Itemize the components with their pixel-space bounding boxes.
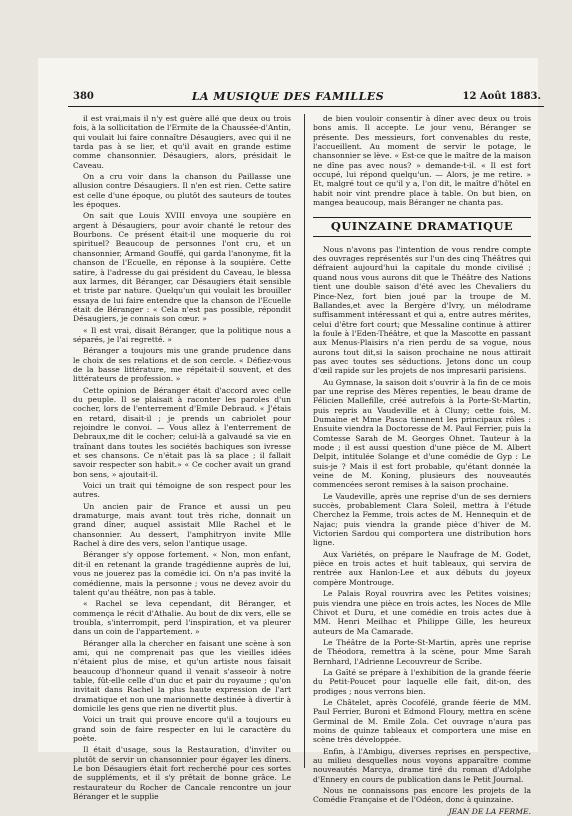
paragraph: La Gaîté se prépare à l'exhibition de la grande féerie du Petit-Poucet pour laquelle elle fait, dit-on, des prodiges ; nous verrons bien. <box>313 667 531 696</box>
right-column <box>313 114 531 816</box>
paragraph: il est vrai,mais il n'y est guère allé que deux ou trois fois, à la sollicitation de l'Ermite de la Chaussée-d'Antin, qui voulait lui faire connaître Désaugiers, avec qui il ne tarda pas à se lier, et qu'il avait en grande estime comme chansonnier. Désaugiers, alors, présidait le Caveau. <box>73 114 291 170</box>
paragraph: « Rachel se leva cependant, dit Béranger, et commença le récit d'Athalie. Au bout de dix vers, elle se troubla, s'interrompit, perd l'inspiration, et va pleurer dans un coin de l'appartement. » <box>73 599 291 637</box>
header-rule <box>68 106 544 107</box>
paragraph: Le Théâtre de la Porte-St-Martin, après une reprise de Théodora, remettra à la scène, pour Mme Sarah Bernhard, l'Adrienne Lecouvreur de Scribe. <box>313 637 531 666</box>
paragraph: Le Châtelet, après Cocofélé, grande féerie de MM. Paul Ferrier, Buroni et Edmond Floury, mettra en scène Germinal de M. Emile Zola. Cet ouvrage n'aura pas moins de quinze tableaux et comportera une mise en scène très développée. <box>313 697 531 745</box>
paragraph: de bien vouloir consentir à dîner avec deux ou trois bons amis. Il accepte. Le jour venu, Béranger se présente. Des messieurs, fort convenables du reste, l'accueillent. Au moment de servir le potage, le chansonnier se lève. « Est-ce que le maître de la maison ne dîne pas avec nous? » demande-t-il. « Il est fort occupé, lui répond quelqu'un. — Alors, je me retire. » Et, malgré tout ce qu'il y a, l'on dit, le maître d'hôtel en habit noir vint prendre place à table. On but bien, on mangea beaucoup, mais Béranger ne chanta pas. <box>313 114 531 208</box>
paragraph: On a cru voir dans la chanson du Paillasse une allusion contre Désaugiers. Il n'en est rien. Cette satire est celle d'une époque, ou plutôt des sauteurs de toutes les époques. <box>73 172 291 210</box>
paragraph: Béranger s'y oppose fortement. « Non, mon enfant, dit-il en retenant la grande tragédienne auprès de lui, vous ne jouerez pas la comédie ici. On n'a pas invité la comédienne, mais la personne ; vous ne devez avoir du talent qu'au théâtre, non pas à table. <box>73 550 291 597</box>
paragraph: Au Gymnase, la saison doit s'ouvrir à la fin de ce mois par une reprise des Mères repenties, le beau drame de Félicien Mallefille, créé autrefois à la Porte-St-Martin, puis repris au Vaudeville et à Cluny; cette fois, M. Dumaine et Mme Pasca tiennent les principaux rôles : Ensuite viendra la Doctoresse de M. Paul Ferrier, puis la Comtesse Sarah de M. Georges Ohnet. Tauteur à la mode ; il est aussi question d'une pièce de M. Albert Delpit, intitulée Solange et d'une comédie de Gyp : Le suis-je ? Mais il est fort probable, qu'étant donnée la veine de M. Koning, plusieurs des nouveautés commencées seront remises à la saison prochaine. <box>313 377 531 490</box>
paragraph: Un ancien pair de France et aussi un peu dramaturge, mais avant tout très riche, donnait un grand dîner, auquel assistait Mlle Rachel et le chansonnier. Au dessert, l'amphitryon invite Mlle Rachel à dire des vers, selon l'antique usage. <box>73 501 291 549</box>
paragraph: Il était d'usage, sous la Restauration, d'inviter ou plutôt de servir un chansonnier pour égayer les dîners. Le bon Désaugiers était fort recherché pour ces sortes de suppléments, et il s'y prêtait de bonne grâce. Le restaurateur du Rocher de Cancale rencontre un jour Béranger et le supplie <box>73 745 291 802</box>
paragraph: « Il est vrai, disait Béranger, que la politique nous a séparés, je l'ai regretté. » <box>73 325 291 344</box>
journal-title: LA MUSIQUE DES FAMILLES <box>191 90 385 103</box>
paragraph: On sait que Louis XVIII envoya une soupière en argent à Désaugiers, pour avoir chanté le retour des Bourbons. Ce présent était-il une moquerie du roi spirituel? Beaucoup de personnes l'ont cru, et un chansonnier, Armand Gouffé, qui garda l'anonyme, fit la chanson de l'Ecuelle, en réponse à la soupière. Cette satire, à l'adresse du gai président du Caveau, le blessa aux larmes, dit Béranger, car Désaugiers était sensible et triste par nature. Quelqu'un qui voulait les brouiller essaya de lui faire entendre que la chanson de l'Ecuelle était de Béranger : « Cela n'est pas possible, répondit Désaugiers, je connais son cœur. » <box>73 211 291 324</box>
paragraph: Cette opinion de Béranger était d'accord avec celle du peuple. Il se plaisait à raconter les paroles d'un cocher, lors de l'enterrement d'Emile Debraud. « J'étais en retard, disait-il ; je prends un cabriolet pour rejoindre le convoi. — Vous allez à l'enterrement de Debraux,me dit le cocher; celui-là a galvaudé sa vie en traînant dans toutes les sociétés bachiques son ivresse et ses chansons. Ce n'était pas là sa place ; il fallait savoir respecter son habit.» « Ce cocher avait un grand bon sens, » ajoutait-il. <box>73 385 291 479</box>
paragraph: Aux Variétés, on prépare le Naufrage de M. Godet, pièce en trois actes et huit tableaux, qui servira de rentrée aux Hanlon-Lee et aux débuts du joyeux compère Montrouge. <box>313 549 531 587</box>
paragraph: Enfin, à l'Ambigu, diverses reprises en perspective, au milieu desquelles nous voyons apparaître comme nouveautés Marcya, drame tiré du roman d'Adolphe d'Ennery en cours de publication dans le Petit Journal. <box>313 746 531 784</box>
paragraph: Nous ne connaissons pas encore les projets de la Comédie Française et de l'Odéon, donc à quinzaine. <box>313 786 531 805</box>
paragraph: Voici un trait qui témoigne de son respect pour les autres. <box>73 481 291 500</box>
page-number: 380 <box>73 91 94 102</box>
left-column <box>73 114 291 803</box>
paragraph: Voici un trait qui prouve encore qu'il a toujours eu grand soin de faire respecter en lui le caractère du poète. <box>73 715 291 743</box>
issue-date: 12 Août 1883. <box>462 91 541 102</box>
paragraph: Nous n'avons pas l'intention de vous rendre compte des ouvrages représentés sur l'un des cinq Théâtres qui défraient aujourd'hui la capitale du monde civilisé ; quand nous vous aurons dit que le Théâtre des Nations tient une double saison d'été avec les Chevaliers du Pince-Nez, fort bien joué par la troupe de M. Ballandes,et avec la Bergère d'Ivry, un mélodrame suffisamment intéressant et qui a, entre autres mérites, celui d'être fort court; que Messaline continue à attirer la foule à l'Eden-Théâtre, et que la Mascotte en passant aux Menus-Plaisirs n'a rien perdu de sa vogue, nous aurons tout dit,si la saison prochaine ne nous attirait pas avec toutes ses séductions. Jetons donc un coup d'œil rapide sur les projets de nos impresarii parisiens. <box>313 244 531 376</box>
author-signature: JEAN DE LA FERME. <box>448 806 531 816</box>
paragraph: Le Palais Royal rouvrira avec les Petites voisines; puis viendra une pièce en trois actes, les Noces de Mlle Chivot et Duru, et une comédie en trois actes due à MM. Henri Meilhac et Philippe Gille, les heureux auteurs de Ma Camarade. <box>313 589 531 636</box>
paragraph: Béranger a toujours mis une grande prudence dans le choix de ses relations et de son cercle. « Défiez-vous de la basse littérature, me répétait-il souvent, et des littérateurs de profession. » <box>73 346 291 384</box>
newspaper-page <box>38 58 541 816</box>
paragraph: Béranger alla la chercher en faisant une scène à son ami, qui ne comprenait pas que les vieilles idées n'étaient plus de mise, et qu'un artiste nous faisait beaucoup d'honneur quand il venait s'asseoir à notre table, fût-elle celle d'un duc et pair du royaume ; qu'on invitait dans Rachel la plus haute expression de l'art dramatique et non une marionnette destinée à divertir à domicile les gens que rien ne divertit plus. <box>73 638 291 713</box>
section-title: QUINZAINE DRAMATIQUE <box>313 217 531 236</box>
paragraph: Le Vaudeville, après une reprise d'un de ses derniers succès, probablement Clara Soleil, mettra à l'étude Cherchez la Femme, trois actes de M. Hennequin et de Najac; puis viendra la grande pièce d'hiver de M. Victorien Sardou qui comportera une distribution hors ligne. <box>313 491 531 548</box>
column-divider <box>304 114 305 768</box>
page-header <box>38 88 541 108</box>
